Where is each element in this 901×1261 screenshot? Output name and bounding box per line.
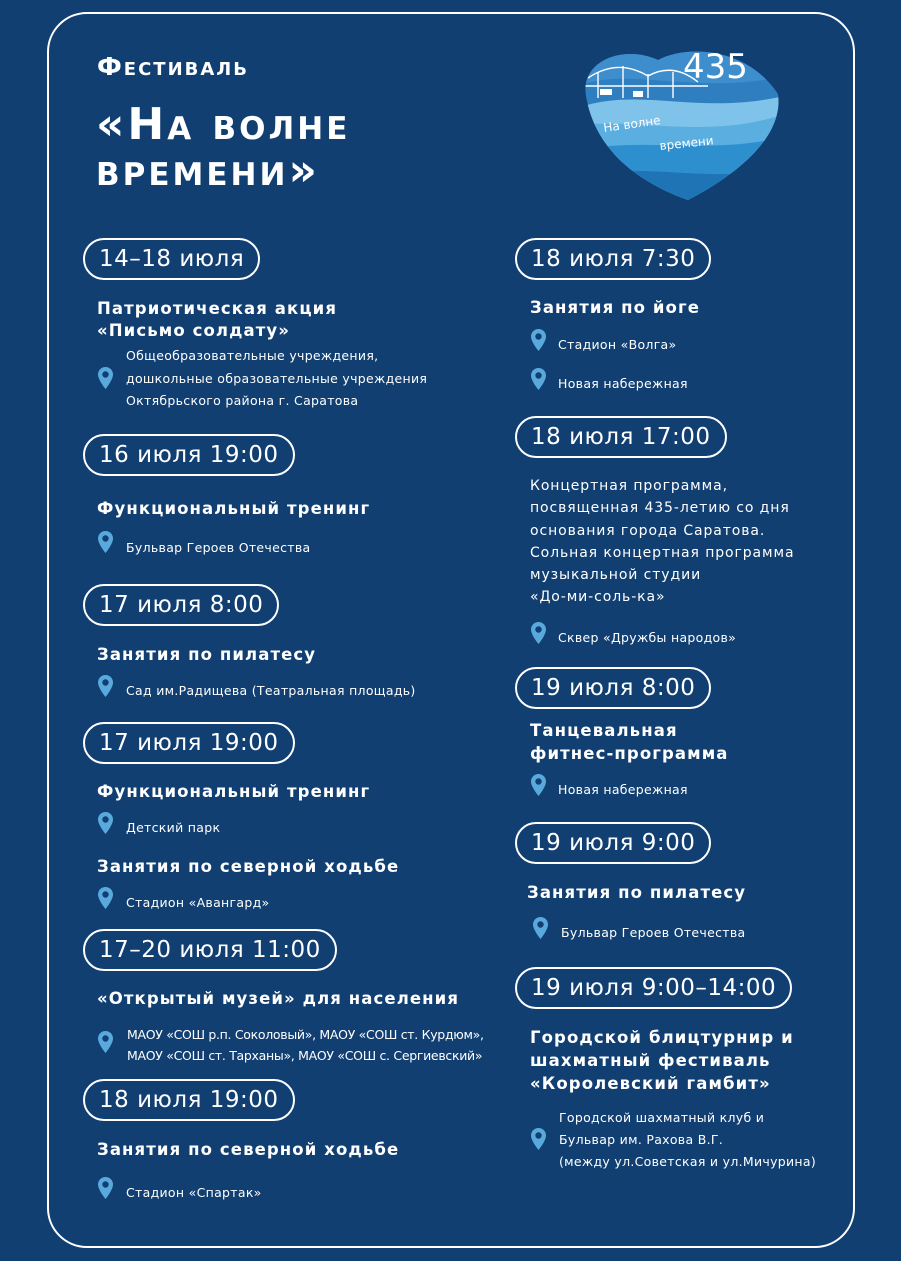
event-location: Бульвар Героев Отечества [561,925,746,940]
event-title: «До-ми-соль-ка» [530,589,666,605]
event-location: Стадион «Спартак» [126,1185,262,1200]
festival-title [96,99,351,196]
event-title: Занятия по северной ходьбе [97,1140,400,1159]
event-title: Функциональный тренинг [97,499,371,518]
title-line-1: «На волне [96,99,351,150]
location-pin-icon [532,916,549,940]
event-location: (между ул.Советская и ул.Мичурина) [559,1154,817,1169]
festival-label: Фестиваль [97,52,249,81]
location-pin-icon [97,1030,114,1054]
event-location: Сад им.Радищева (Театральная площадь) [126,683,416,698]
date-badge: 18 июля 19:00 [83,1079,295,1121]
event-title: Концертная программа, [530,478,728,494]
date-badge: 14–18 июля [83,238,260,280]
location-pin-icon [97,811,114,835]
event-location: Детский парк [126,820,221,835]
event-location: Октябрьского района г. Саратова [126,393,359,408]
event-location: Городской шахматный клуб и [559,1110,765,1125]
location-pin-icon [530,773,547,797]
event-location: Бульвар Героев Отечества [126,540,311,555]
event-location: Стадион «Волга» [558,337,677,352]
event-title: Танцевальная [530,721,678,740]
event-location: МАОУ «СОШ ст. Тарханы», МАОУ «СОШ с. Сергиевский» [127,1048,483,1063]
event-title: Занятия по северной ходьбе [97,857,400,876]
event-title: фитнес-программа [530,744,729,763]
date-badge: 19 июля 9:00 [515,822,711,864]
date-badge: 19 июля 8:00 [515,667,711,709]
event-title: Городской блицтурнир и [530,1028,794,1047]
event-location: Новая набережная [558,376,688,391]
location-pin-icon [97,886,114,910]
location-pin-icon [97,366,114,390]
event-title: Патриотическая акция [97,299,338,318]
event-location: Сквер «Дружбы народов» [558,630,737,645]
title-line-2: времени» [96,145,320,196]
event-title: «Письмо солдату» [97,321,291,340]
event-title: Функциональный тренинг [97,782,371,801]
logo-text-1: На волне [602,113,662,135]
event-location: Стадион «Авангард» [126,895,270,910]
event-title: Занятия по йоге [530,298,701,317]
event-location: дошкольные образовательные учреждения [126,371,428,386]
location-pin-icon [530,328,547,352]
location-pin-icon [530,621,547,645]
date-badge: 18 июля 7:30 [515,238,711,280]
date-badge: 19 июля 9:00–14:00 [515,967,792,1009]
location-pin-icon [530,367,547,391]
location-pin-icon [97,1176,114,1200]
location-pin-icon [530,1127,547,1151]
location-pin-icon [97,674,114,698]
event-location: Бульвар им. Рахова В.Г. [559,1132,724,1147]
date-badge: 18 июля 17:00 [515,416,727,458]
event-title: Занятия по пилатесу [97,645,317,664]
date-badge: 17–20 июля 11:00 [83,929,337,971]
event-location: Общеобразовательные учреждения, [126,348,379,363]
event-title: музыкальной студии [530,567,702,583]
event-title: Сольная концертная программа [530,545,795,561]
heart-wave-bridge-icon [578,46,784,204]
event-title: «Королевский гамбит» [530,1074,771,1093]
event-location: Новая набережная [558,782,688,797]
date-badge: 17 июля 8:00 [83,584,279,626]
logo-number: 435 [683,47,748,87]
event-title: шахматный фестиваль [530,1051,771,1070]
event-title: Занятия по пилатесу [527,883,747,902]
date-badge: 17 июля 19:00 [83,722,295,764]
event-title: «Открытый музей» для населения [97,989,460,1008]
event-title: посвященная 435-летию со дня [530,500,790,516]
logo-text-2: времени [658,133,715,153]
date-badge: 16 июля 19:00 [83,434,295,476]
event-title: основания города Саратова. [530,523,766,539]
event-location: МАОУ «СОШ р.п. Соколовый», МАОУ «СОШ ст. Курдюм», [127,1027,484,1042]
location-pin-icon [97,530,114,554]
